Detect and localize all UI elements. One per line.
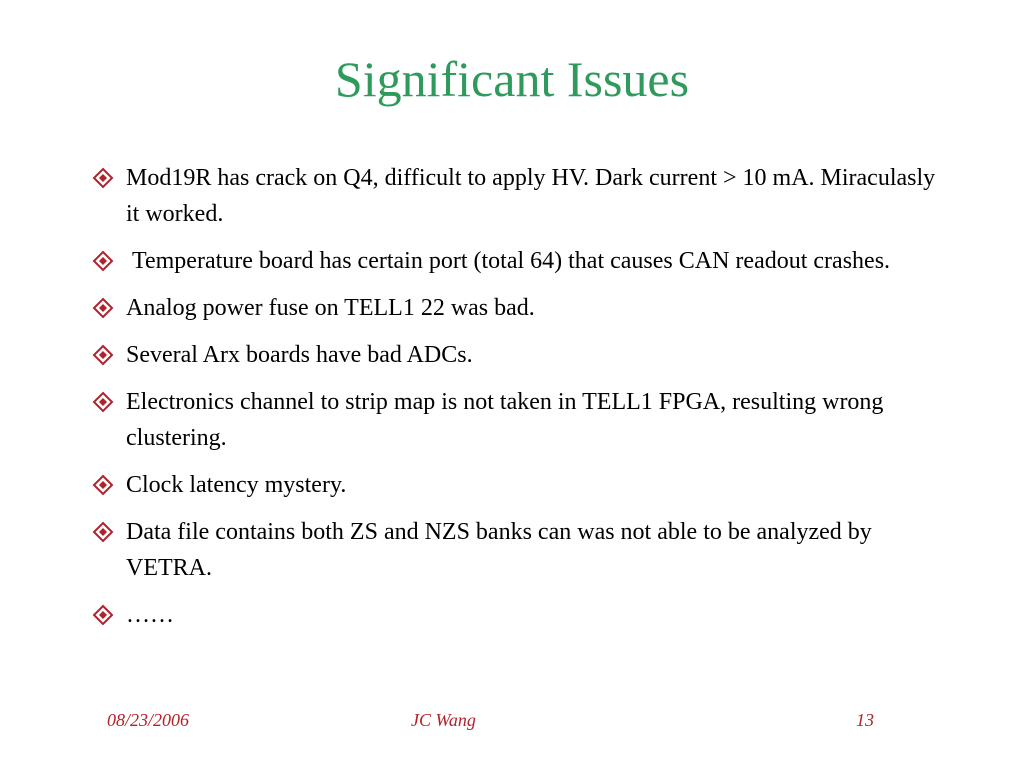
diamond-bullet-icon [92, 391, 114, 413]
diamond-bullet-icon [92, 344, 114, 366]
list-item [92, 337, 952, 373]
diamond-bullet-icon [92, 167, 114, 189]
bullet-text: Analog power fuse on TELL1 22 was bad. [126, 295, 535, 321]
footer-author: JC Wang [411, 710, 476, 730]
diamond-bullet-icon [92, 297, 114, 319]
bullet-list [92, 160, 952, 644]
list-item [92, 243, 952, 279]
list-item [92, 384, 952, 456]
list-item [92, 160, 952, 232]
bullet-text: Clock latency mystery. [126, 472, 347, 498]
list-item [92, 290, 952, 326]
diamond-bullet-icon [92, 521, 114, 543]
bullet-text: Several Arx boards have bad ADCs. [126, 342, 473, 368]
slide-title: Significant Issues [334, 51, 690, 107]
diamond-bullet-icon [92, 474, 114, 496]
list-item [92, 597, 952, 633]
bullet-text: Mod19R has crack on Q4, difficult to apply HV. Dark current > 10 mA. Miraculasly it worked. [126, 165, 936, 227]
diamond-bullet-icon [92, 250, 114, 272]
bullet-text: Temperature board has certain port (total 64) that causes CAN readout crashes. [126, 248, 891, 274]
bullet-text: …… [126, 602, 174, 628]
list-item [92, 467, 952, 503]
bullet-text: Data file contains both ZS and NZS banks can was not able to be analyzed by VETRA. [126, 519, 872, 581]
bullet-text: Electronics channel to strip map is not taken in TELL1 FPGA, resulting wrong clustering. [126, 389, 884, 451]
footer-page-number: 13 [856, 710, 874, 730]
list-item [92, 514, 952, 586]
footer-date: 08/23/2006 [107, 710, 190, 730]
diamond-bullet-icon [92, 604, 114, 626]
